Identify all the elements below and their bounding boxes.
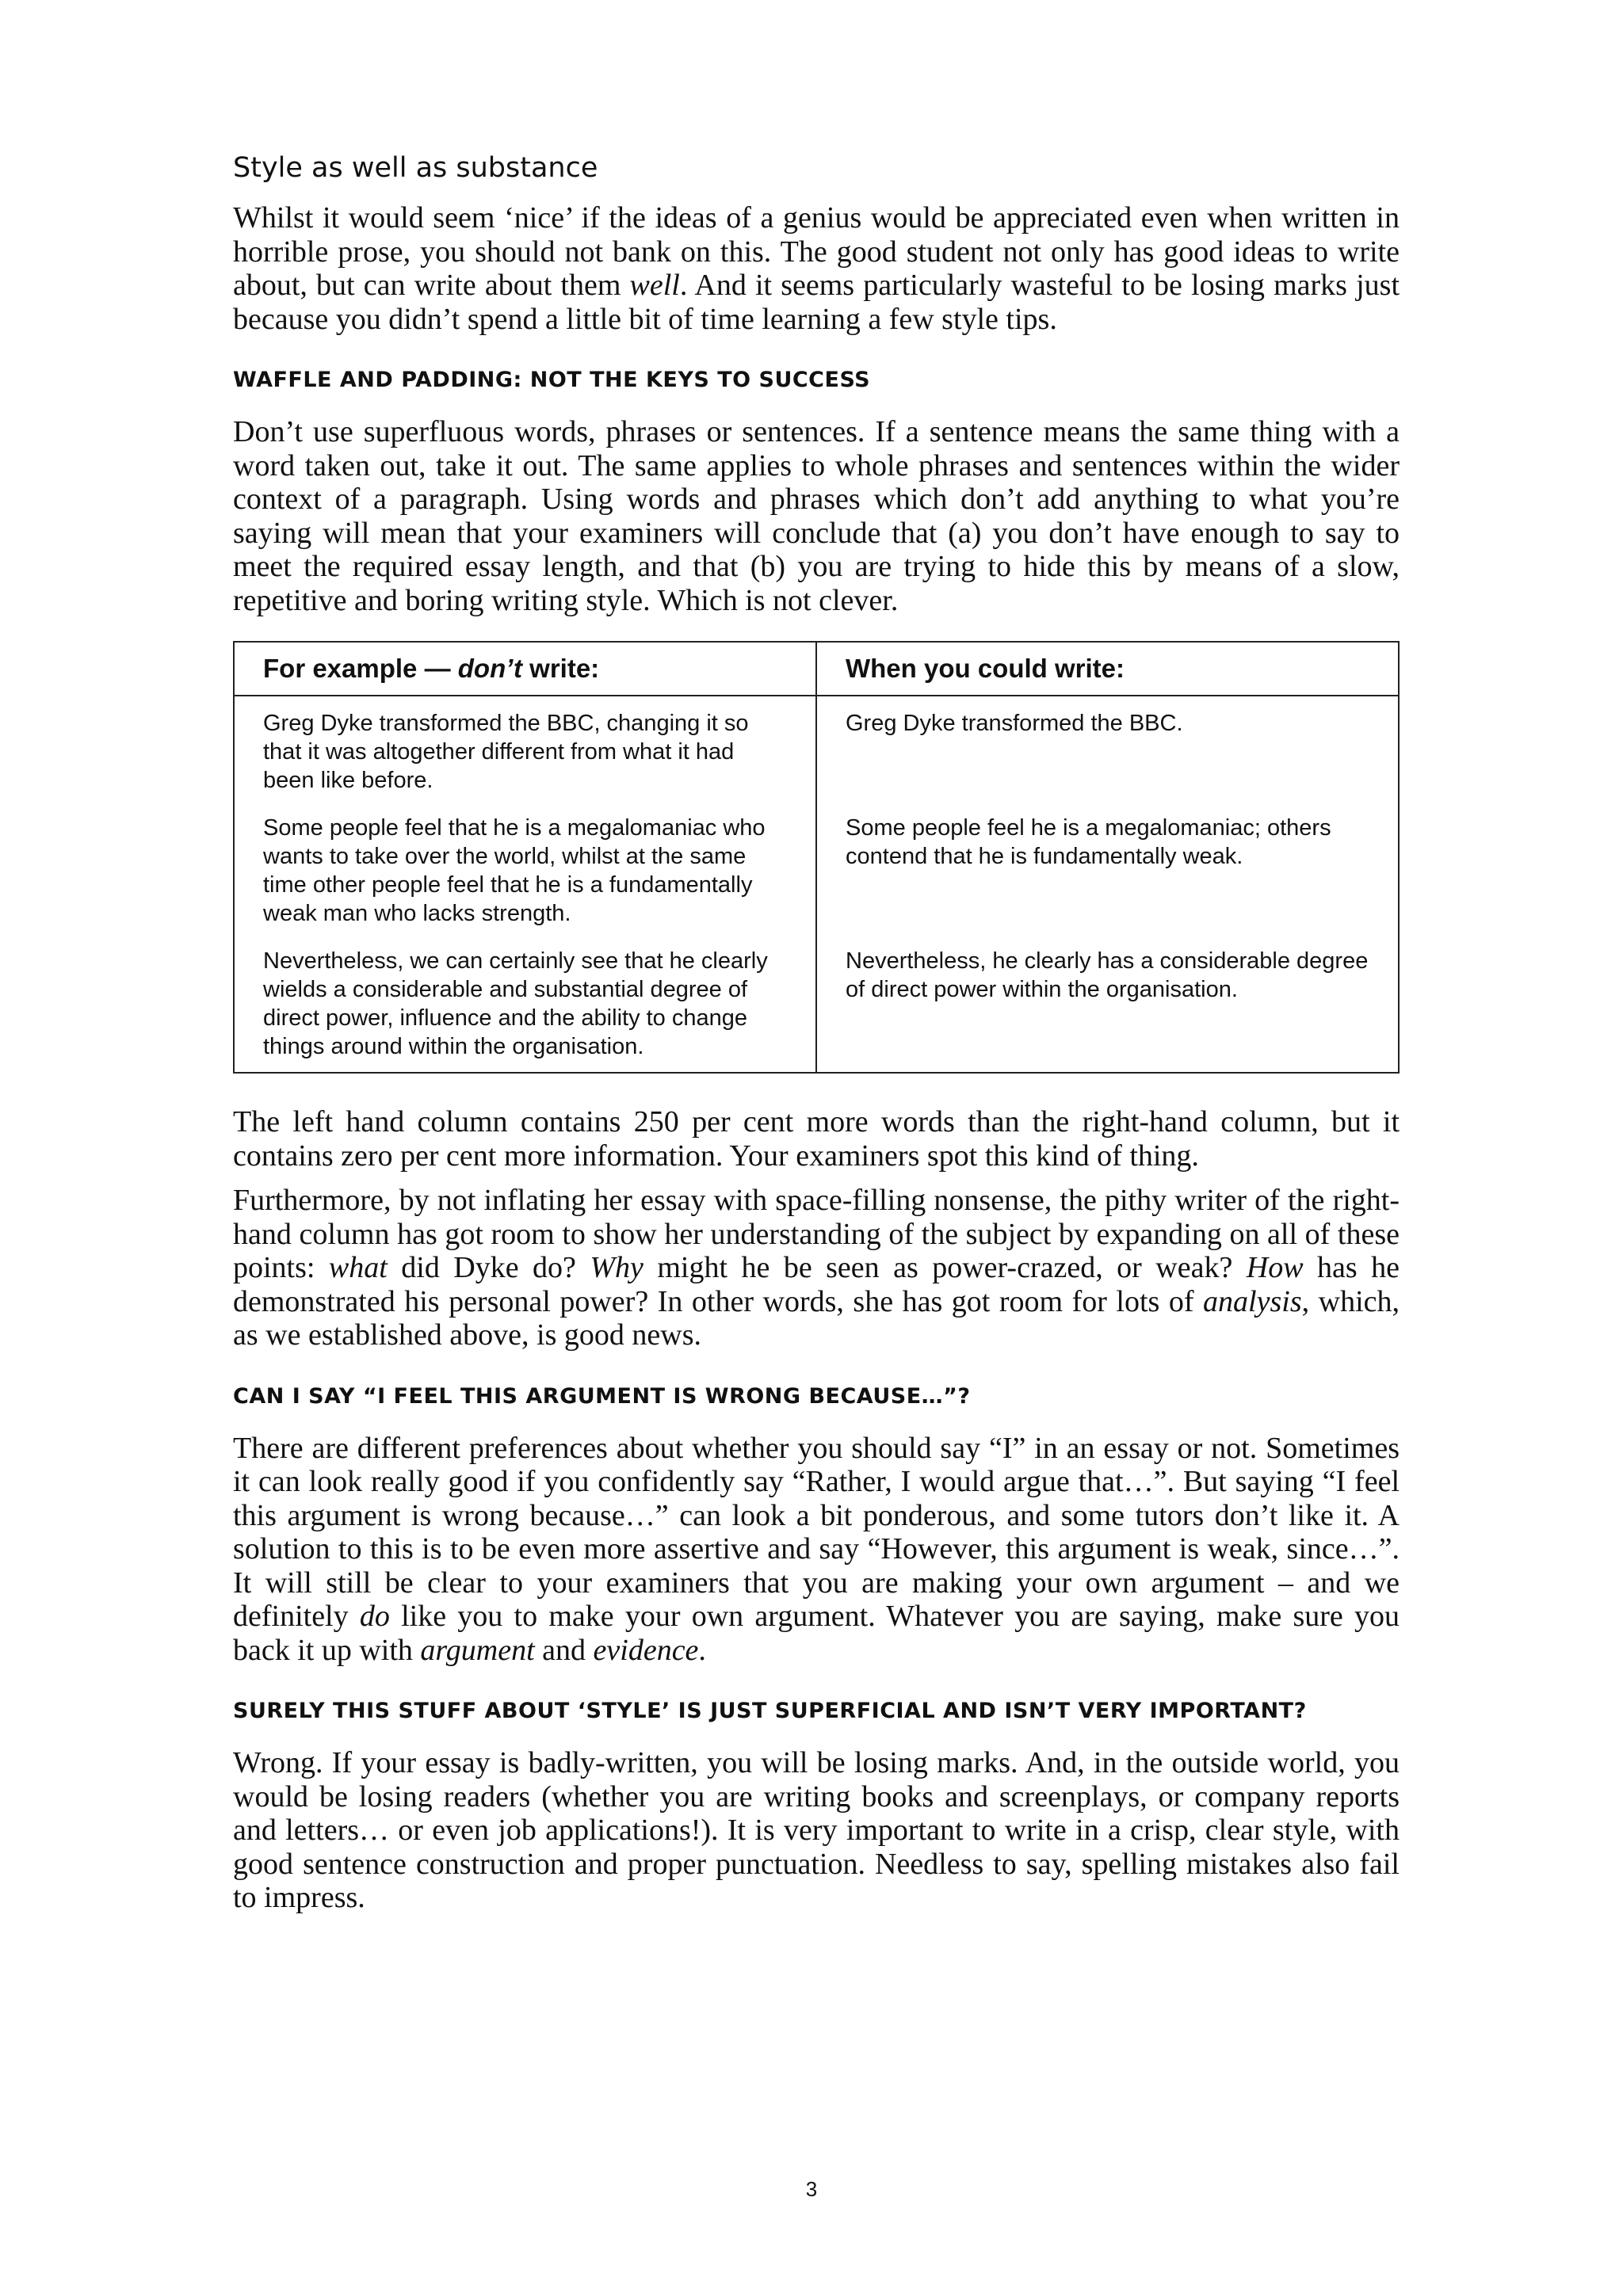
table-row — [234, 814, 1399, 947]
intro-text-a: Whilst it would seem ‘nice’ if the ideas of a genius would be appreciated even when written in horrible prose, you should not bank on this. The good student not only has good ideas to write about, but can write about them — [233, 201, 1400, 302]
pithy-writer-paragraph: Furthermore, by not inflating her essay with space-filling nonsense, the pithy writer of the right-hand column has got room to show her understanding of the subject by expanding on all of these points: what did Dyke do? Why might he be seen as power-crazed, or weak? How has he demonstrated his personal power? In other words, she has got room for lots of analysis, which, as we established above, is good news. — [233, 1184, 1400, 1352]
i-feel-heading: CAN I SAY “I FEEL THIS ARGUMENT IS WRONG BECAUSE…”? — [233, 1383, 971, 1409]
emphasis-do: do — [359, 1600, 390, 1633]
waffle-heading: WAFFLE AND PADDING: NOT THE KEYS TO SUCCESS — [233, 368, 871, 392]
could-write-cell: Nevertheless, he clearly has a considerable degree of direct power within the organisation. — [816, 947, 1399, 1073]
emphasis-how: How — [1246, 1251, 1304, 1284]
dont-write-cell: Some people feel that he is a megalomaniac who wants to take over the world, whilst at the same time other people feel that he is a fundamentally weak man who lacks strength. — [234, 814, 816, 947]
document-page — [233, 151, 1400, 1945]
could-write-cell: Some people feel he is a megalomaniac; others contend that he is fundamentally weak. — [816, 814, 1399, 947]
emphasis-why: Why — [590, 1251, 643, 1284]
emphasis-analysis: analysis — [1203, 1284, 1302, 1318]
superficial-heading: SURELY THIS STUFF ABOUT ‘STYLE’ IS JUST SUPERFICIAL AND ISN’T VERY IMPORTANT? — [233, 1699, 1307, 1723]
intro-text-b: . And it seems particularly wasteful to be losing marks just because you didn’t spend a little bit of time learning a few style tips. — [233, 269, 1400, 336]
intro-paragraph — [233, 201, 1400, 336]
dont-write-cell: Nevertheless, we can certainly see that he clearly wields a considerable and substantial degree of direct power, influence and the ability to change things around within the organisation. — [234, 947, 816, 1073]
table-row — [234, 947, 1399, 1073]
header-dont-write: For example — don’t write: — [234, 642, 816, 696]
could-write-cell: Greg Dyke transformed the BBC. — [816, 696, 1399, 814]
emphasis-argument: argument — [420, 1633, 535, 1667]
header-emphasis-dont: don’t — [457, 654, 522, 683]
table-header-row — [234, 642, 1399, 696]
superficial-paragraph: Wrong. If your essay is badly-written, you will be losing marks. And, in the outside world, you would be losing readers (whether you are writing books and screenplays, or company reports and letters… or even job applications!). It is very important to write in a crisp, clear style, with good sentence construction and proper punctuation. Needless to say, spelling mistakes also fail to impress. — [233, 1746, 1400, 1914]
emphasis-evidence: evidence — [593, 1633, 699, 1667]
dont-write-cell: Greg Dyke transformed the BBC, changing it so that it was altogether different from what it had been like before. — [234, 696, 816, 814]
comparison-table — [233, 641, 1400, 1074]
header-could-write: When you could write: — [816, 642, 1399, 696]
i-feel-paragraph: There are different preferences about whether you should say “I” in an essay or not. Sometimes it can look really good if you confidently say “Rather, I would argue that…”. But saying “I feel this argument is wrong because…” can look a bit ponderous, and some tutors don’t like it. A solution to this is to be even more assertive and say “However, this argument is weak, since…”. It will still be clear to your examiners that you are making your own argument – and we definitely do like you to make your own argument. Whatever you are saying, make sure you back it up with argument and evidence. — [233, 1431, 1400, 1667]
page-number: 3 — [805, 2177, 818, 2201]
table-row — [234, 696, 1399, 814]
waffle-paragraph: Don’t use superfluous words, phrases or sentences. If a sentence means the same thing with a word taken out, take it out. The same applies to whole phrases and sentences within the wider context of a paragraph. Using words and phrases which don’t add anything to what you’re saying will mean that your examiners will conclude that (a) you don’t have enough to say to meet the required essay length, and that (b) you are trying to hide this by means of a slow, repetitive and boring writing style. Which is not clever. — [233, 415, 1400, 617]
section-title: Style as well as substance — [233, 152, 598, 184]
intro-emphasis-well: well — [629, 269, 680, 302]
emphasis-what: what — [328, 1251, 388, 1284]
word-count-paragraph: The left hand column contains 250 per cent more words than the right-hand column, but it contains zero per cent more information. Your examiners spot this kind of thing. — [233, 1105, 1400, 1173]
